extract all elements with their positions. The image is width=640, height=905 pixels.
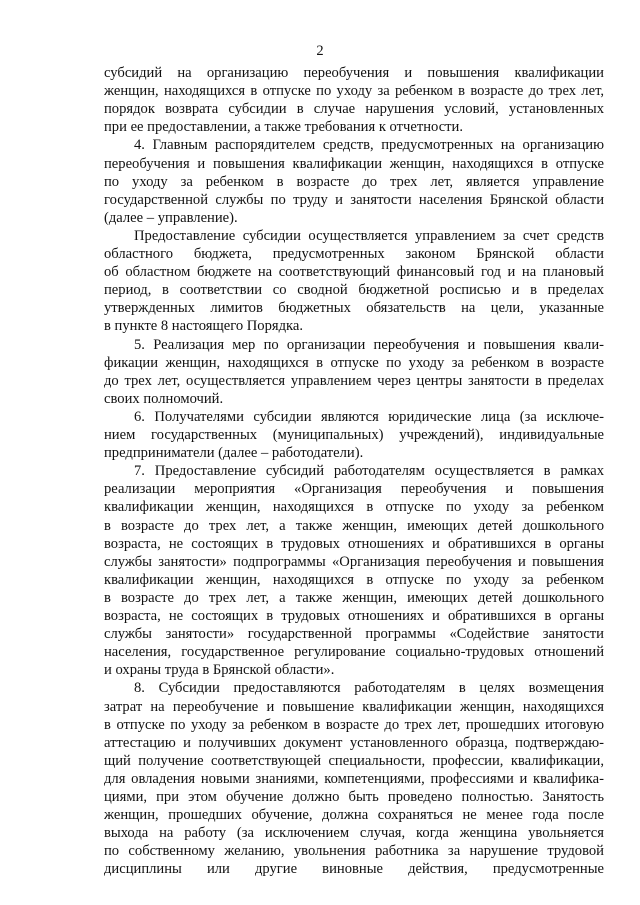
text-line: щий получение соответствующей специальности, профессии, квалификации, [104, 752, 604, 769]
page-number: 2 [316, 43, 324, 59]
text-line: субсидий на организацию переобучения и повышения квалификации [104, 65, 604, 81]
text-line: в возрасте до трех лет, а также женщин, имеющих детей дошкольного [104, 517, 604, 534]
text-line: 7. Предоставление субсидий работодателям осуществляется в рамках [134, 463, 604, 480]
text-line: службы занятости» государственной программы «Содействие занятости [104, 626, 604, 643]
text-line: затрат на переобучение и повышение квалификации женщин, находящихся [104, 698, 604, 715]
text-line: утвержденных лимитов бюджетных обязательств на цели, указанные [104, 300, 604, 317]
text-line: реализации мероприятия «Организация переобучения и повышения [104, 481, 604, 498]
text-line: (далее – управление). [104, 209, 238, 226]
text-line: возраста, не состоящих в трудовых отношениях и обратившихся в органы [104, 535, 604, 552]
text-line: 4. Главным распорядителем средств, предусмотренных на организацию [134, 137, 604, 154]
text-line: в пункте 8 настоящего Порядка. [104, 318, 304, 335]
text-line: по собственному желанию, увольнения работника за нарушение трудовой [104, 843, 604, 860]
text-line: службы занятости» подпрограммы «Организация переобучения и повышения [104, 553, 604, 570]
text-line: своих полномочий. [104, 390, 224, 407]
text-line: при ее предоставлении, а также требования к отчетности. [104, 119, 464, 136]
text-line: аттестацию и получивших документ установленного образца, подтверждаю- [104, 734, 604, 751]
text-line: циями, при этом обучение должно быть проведено полностью. Занятость [104, 789, 604, 805]
text-line: порядок возврата субсидии в случае нарушения условий, установленных [104, 101, 604, 118]
text-line: нием государственных (муниципальных) учреждений), индивидуальные [104, 427, 604, 443]
text-line: в отпуске по уходу за ребенком в возрасте до трех лет, прошедших итоговую [104, 716, 604, 733]
text-line: до трех лет, осуществляется управлением через центры занятости в пределах [104, 372, 604, 389]
text-line: областного бюджета, предусмотренных законом Брянской области [104, 246, 604, 262]
text-line: для овладения новыми знаниями, компетенциями, профессиями и квалифика- [104, 770, 604, 787]
text-line: дисциплины или другие виновные действия, предусмотренные [104, 861, 604, 878]
text-line: квалификации женщин, находящихся в отпуске по уходу за ребенком [104, 571, 604, 588]
text-line: в возрасте до трех лет, а также женщин, имеющих детей дошкольного [104, 589, 604, 606]
text-line: 5. Реализация мер по организации переобучения и повышения квали- [134, 336, 604, 353]
text-line: выхода на работу (за исключением случая, когда женщина увольняется [104, 825, 604, 842]
text-line: возраста, не состоящих в трудовых отношениях и обратившихся в органы [104, 608, 604, 624]
text-line: Предоставление субсидии осуществляется управлением за счет средств [134, 227, 604, 244]
text-line: и охраны труда в Брянской области». [104, 662, 335, 679]
text-line: государственной службы по труду и занятости населения Брянской области [104, 191, 604, 208]
text-line: 8. Субсидии предоставляются работодателям в целях возмещения [134, 680, 604, 697]
text-line: женщин, прошедших обучение, должна сохраняться не менее года после [104, 807, 604, 824]
text-line: населения, государственное регулирование социально-трудовых отношений [104, 644, 604, 661]
text-line: квалификации женщин, находящихся в отпуске по уходу за ребенком [104, 499, 604, 516]
text-line: фикации женщин, находящихся в отпуске по уходу за ребенком в возрасте [104, 354, 604, 371]
text-line: женщин, находящихся в отпуске по уходу за ребенком в возрасте до трех лет, [104, 83, 604, 100]
text-line: об областном бюджете на соответствующий финансовый год и на плановый [104, 264, 604, 281]
text-line: предприниматели (далее – работодатели). [104, 445, 364, 462]
text-line: период, в соответствии со сводной бюджетной росписью и в пределах [104, 282, 604, 299]
text-line: 6. Получателями субсидии являются юридические лица (за исключе- [134, 408, 604, 425]
text-line: переобучения и повышения квалификации женщин, находящихся в отпуске [104, 155, 604, 172]
text-line: по уходу за ребенком в возрасте до трех лет, является управление [104, 173, 604, 190]
